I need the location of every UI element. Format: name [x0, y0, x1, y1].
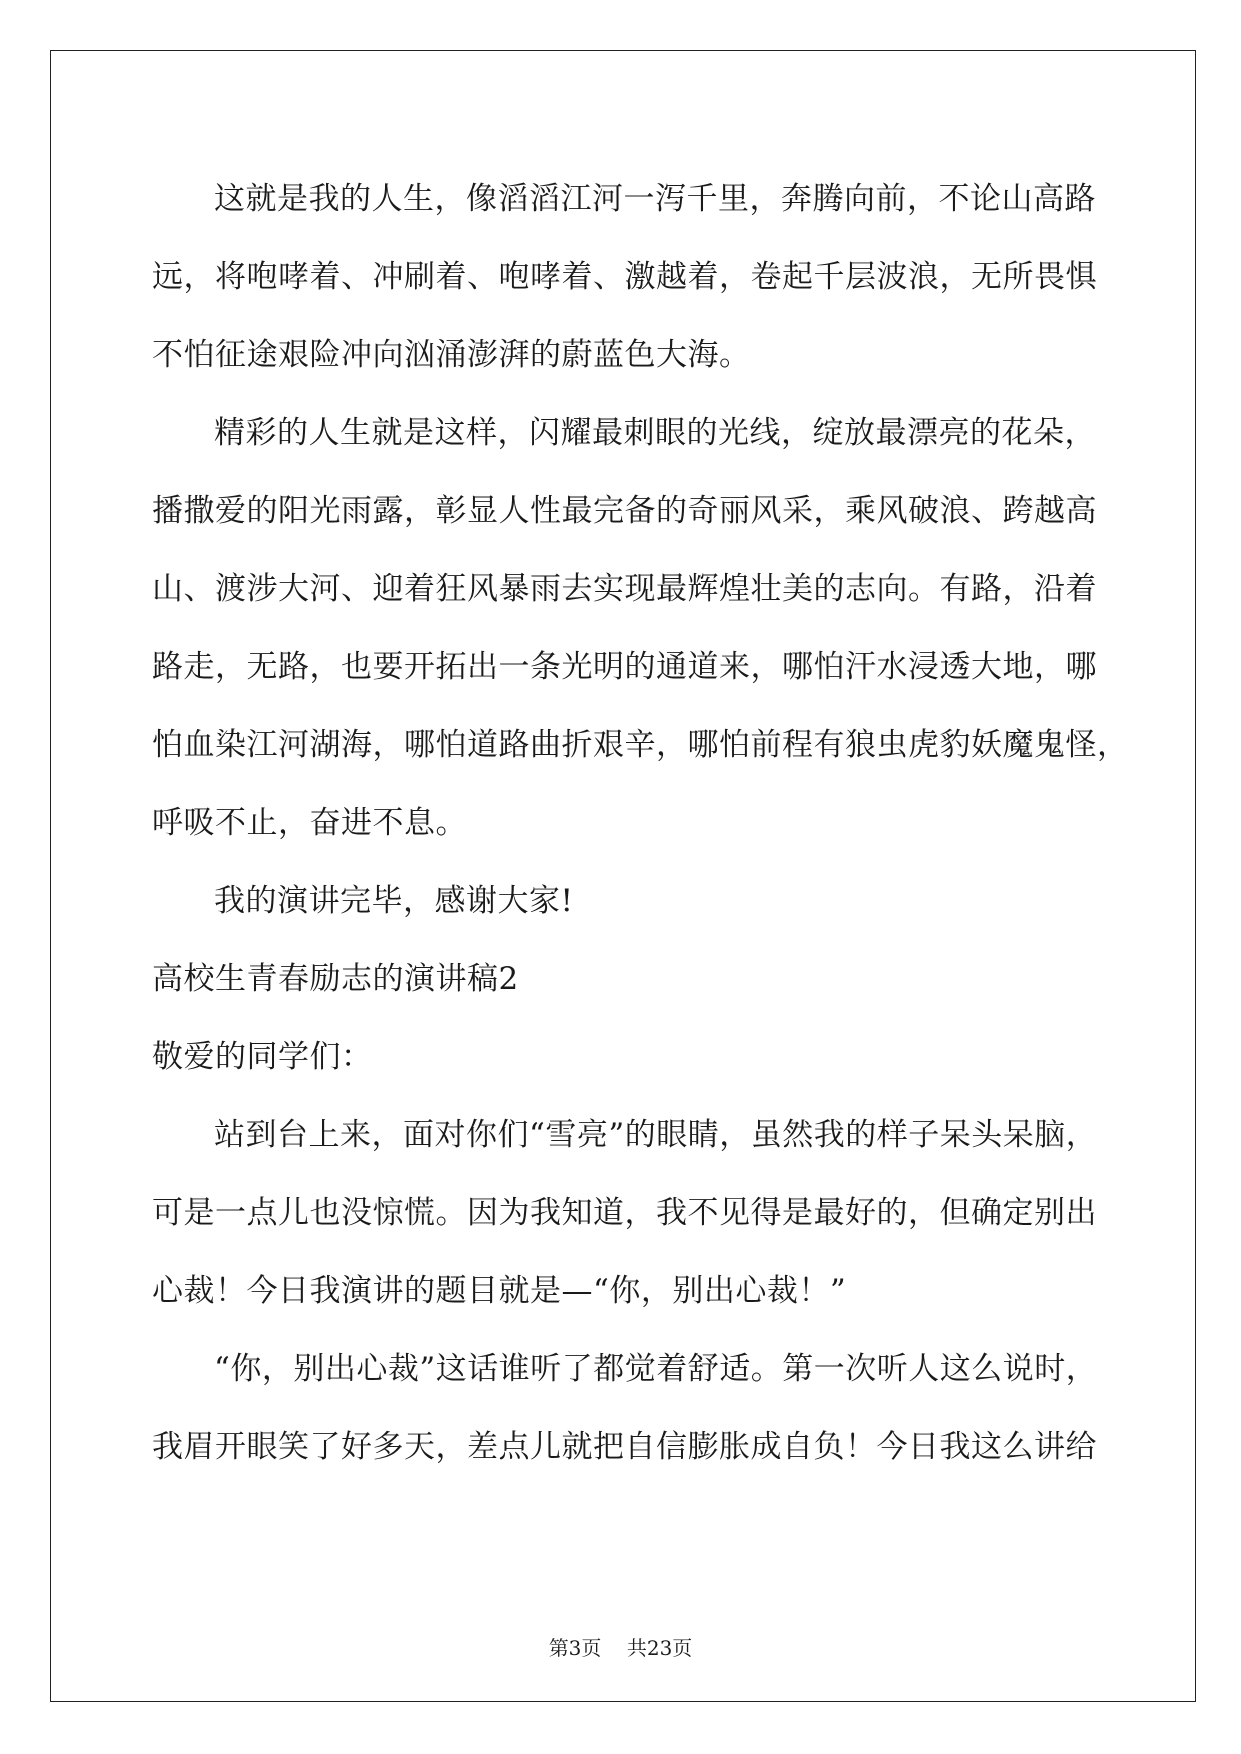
- page-number: 第3页: [548, 1636, 602, 1660]
- paragraph-line: 这就是我的人生，像滔滔江河一泻千里，奔腾向前，不论山高路: [214, 181, 1096, 217]
- paragraph-line: 心裁！今日我演讲的题目就是—“你，别出心裁！”: [152, 1273, 847, 1309]
- salutation: 敬爱的同学们：: [152, 1039, 373, 1075]
- paragraph-line: 可是一点儿也没惊慌。因为我知道，我不见得是最好的，但确定别出: [152, 1195, 1097, 1231]
- paragraph-line: 播撒爱的阳光雨露，彰显人性最完备的奇丽风采，乘风破浪、跨越高: [152, 493, 1097, 529]
- section-title: 高校生青春励志的演讲稿2: [152, 961, 519, 997]
- closing-line: 我的演讲完毕，感谢大家!: [214, 883, 574, 919]
- paragraph-line: 远，将咆哮着、冲刷着、咆哮着、激越着，卷起千层波浪，无所畏惧: [152, 259, 1097, 295]
- paragraph-line: “你，别出心裁”这话谁听了都觉着舒适。第一次听人这么说时，: [214, 1351, 1098, 1387]
- page-total: 共23页: [626, 1636, 693, 1660]
- paragraph-line: 呼吸不止，奋进不息。: [152, 805, 467, 841]
- paragraph-line: 精彩的人生就是这样，闪耀最刺眼的光线，绽放最漂亮的花朵，: [214, 415, 1096, 451]
- paragraph-line: 山、渡涉大河、迎着狂风暴雨去实现最辉煌壮美的志向。有路，沿着: [152, 571, 1097, 607]
- paragraph-line: 不怕征途艰险冲向汹涌澎湃的蔚蓝色大海。: [152, 337, 751, 373]
- document-body: [152, 160, 1129, 1486]
- page-footer: [0, 1632, 1241, 1661]
- paragraph-line: 站到台上来，面对你们“雪亮”的眼睛，虽然我的样子呆头呆脑，: [214, 1117, 1098, 1153]
- paragraph-line: 怕血染江河湖海，哪怕道路曲折艰辛，哪怕前程有狼虫虎豹妖魔鬼怪，: [152, 727, 1129, 763]
- paragraph-line: 我眉开眼笑了好多天，差点儿就把自信膨胀成自负！今日我这么讲给: [152, 1429, 1097, 1465]
- paragraph-line: 路走，无路，也要开拓出一条光明的通道来，哪怕汗水浸透大地，哪: [152, 649, 1097, 685]
